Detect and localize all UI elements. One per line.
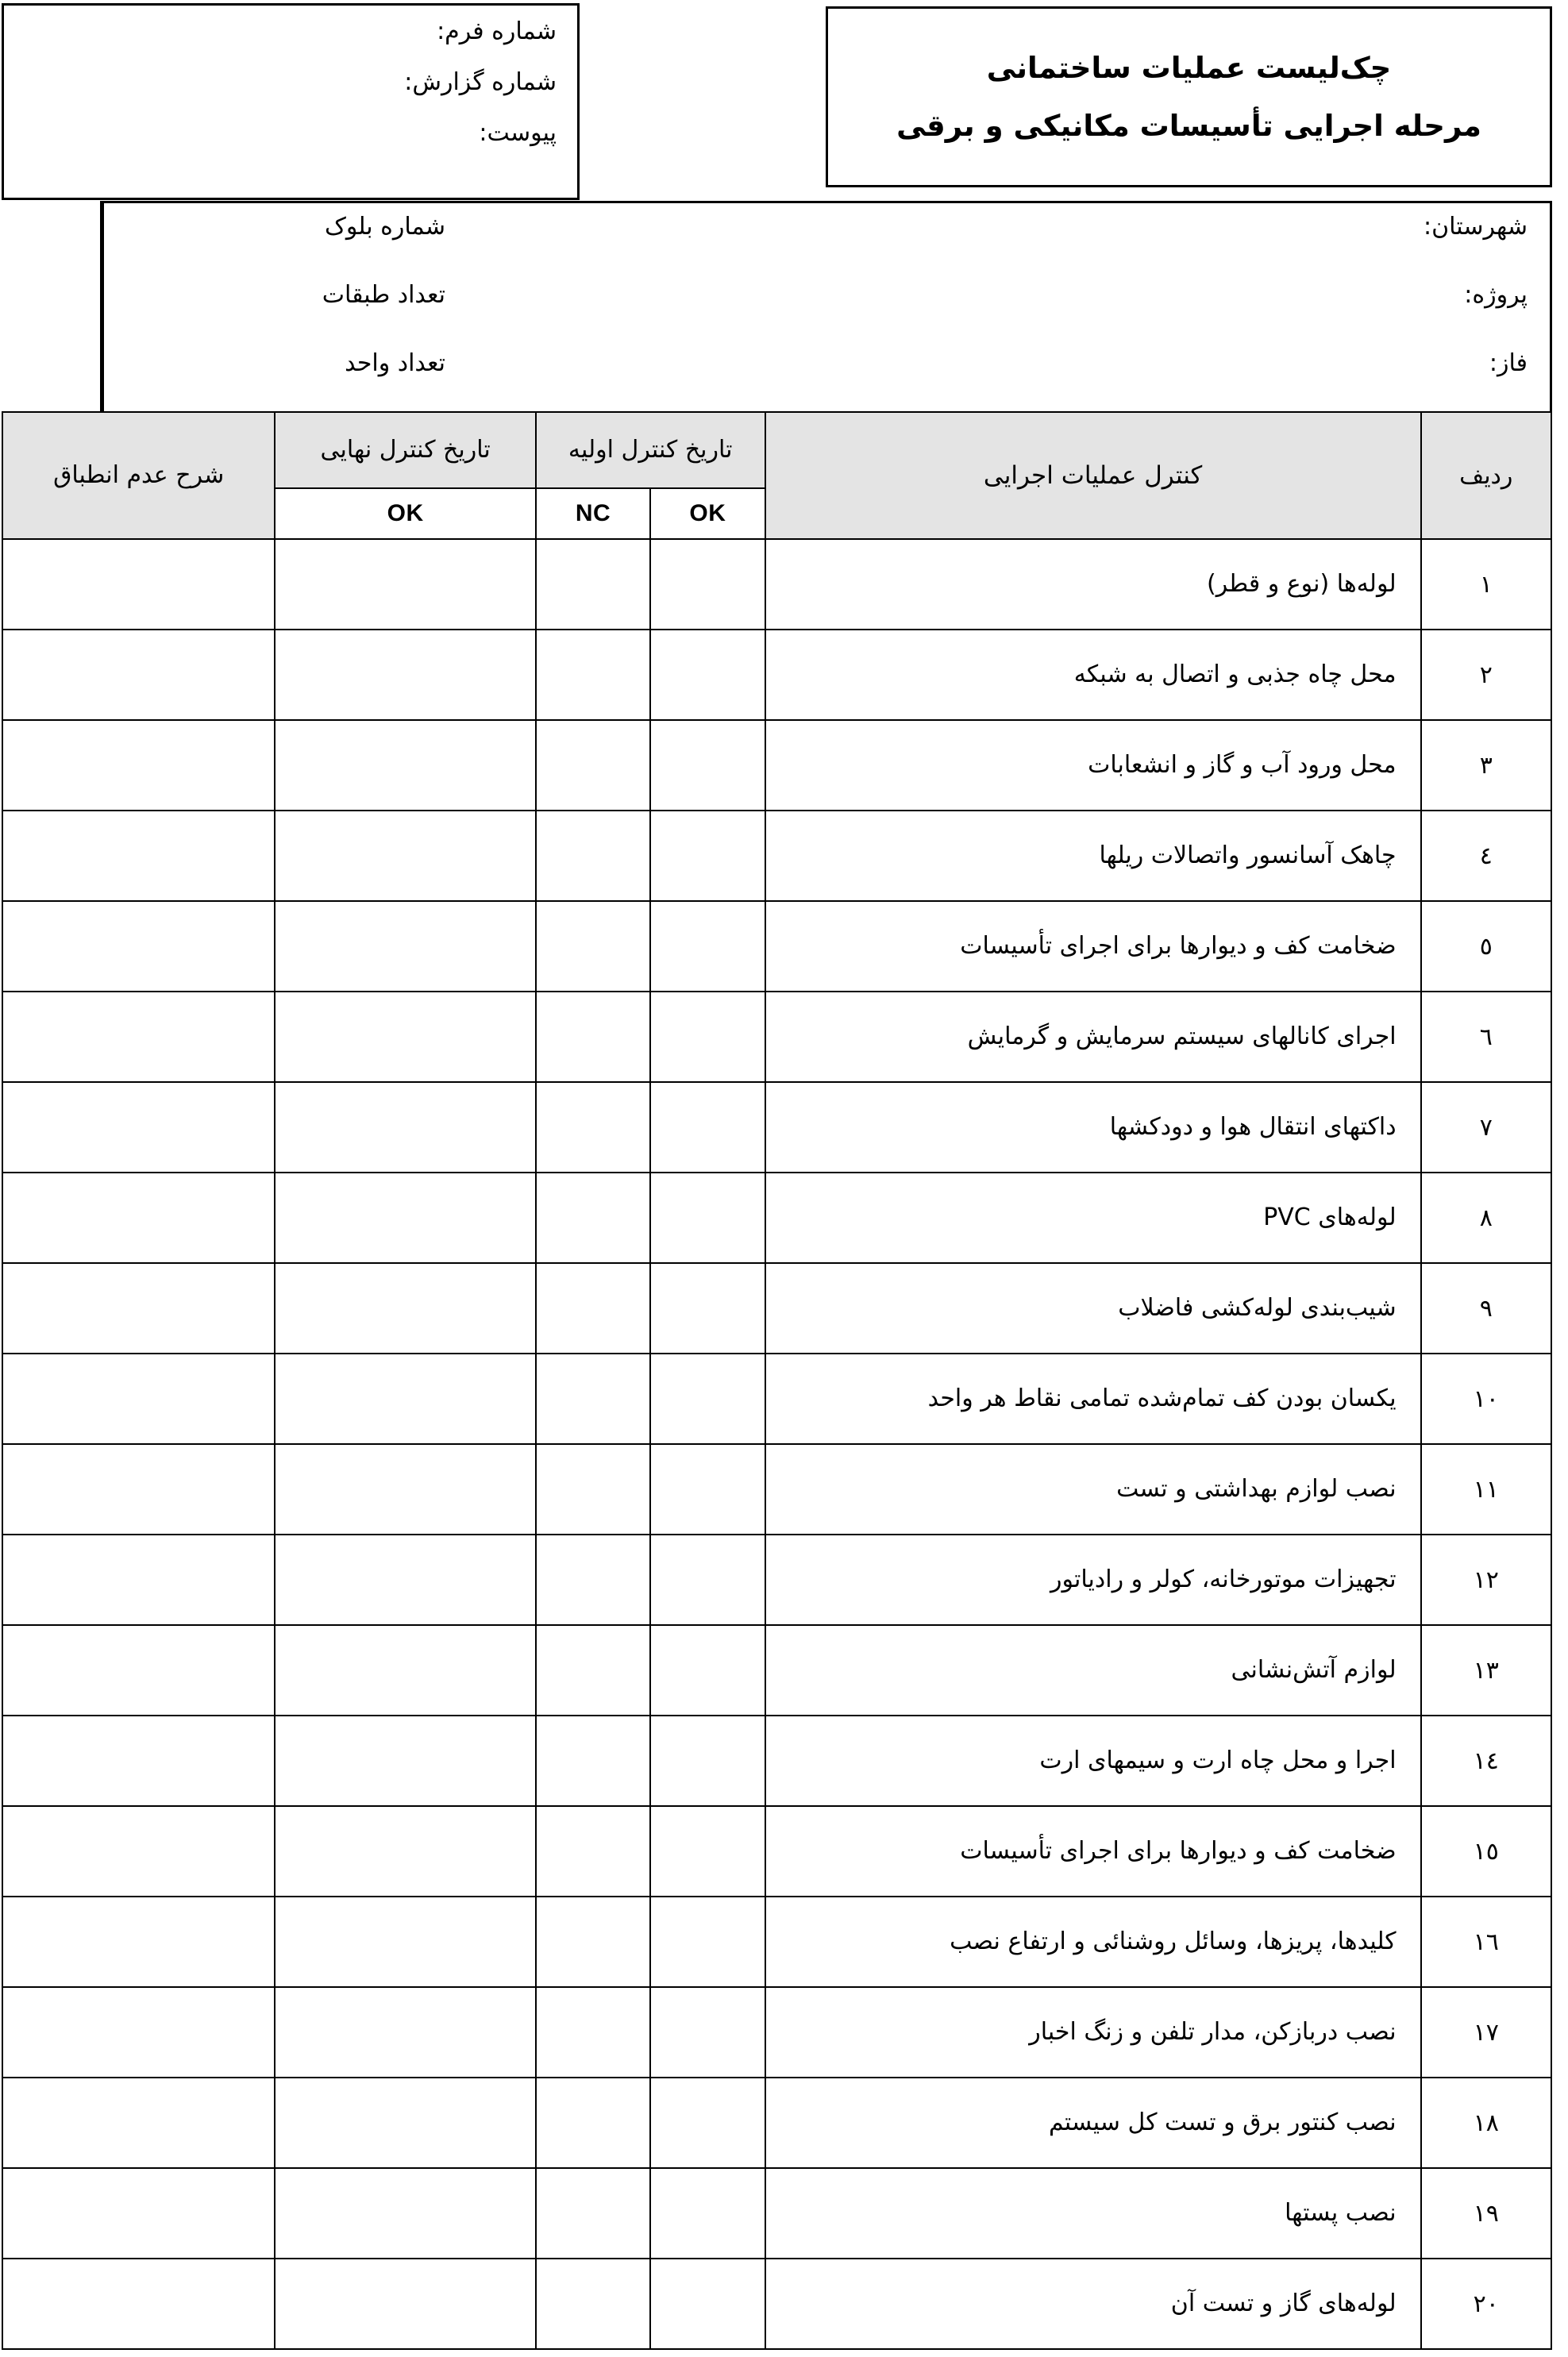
cell-ok-initial[interactable] [650, 811, 765, 901]
cell-control-item: تجهیزات موتورخانه، کولر و رادیاتور [765, 1535, 1421, 1625]
project-label: پروژه: [1464, 281, 1528, 309]
cell-row-number: ۷ [1421, 1082, 1551, 1173]
cell-description[interactable] [2, 2168, 275, 2259]
cell-description[interactable] [2, 2078, 275, 2168]
column-header-radif: ردیف [1421, 412, 1551, 539]
cell-description[interactable] [2, 811, 275, 901]
cell-ok-final[interactable] [275, 2078, 535, 2168]
cell-control-item: نصب پستها [765, 2168, 1421, 2259]
cell-description[interactable] [2, 901, 275, 992]
table-row [2, 1625, 1551, 1716]
cell-row-number: ۱٥ [1421, 1806, 1551, 1897]
cell-ok-initial[interactable] [650, 720, 765, 811]
cell-nc-initial[interactable] [536, 1535, 650, 1625]
cell-ok-initial[interactable] [650, 1625, 765, 1716]
table-header-row [2, 412, 1551, 488]
cell-row-number: ۹ [1421, 1263, 1551, 1354]
cell-control-item: نصب دربازکن، مدار تلفن و زنگ اخبار [765, 1987, 1421, 2078]
report-number-label: شماره گزارش: [404, 68, 557, 96]
block-number-label: شماره بلوک [325, 213, 445, 241]
cell-ok-final[interactable] [275, 1625, 535, 1716]
cell-control-item: ضخامت کف و دیوارها برای اجرای تأسیسات [765, 901, 1421, 992]
cell-row-number: ۲۰ [1421, 2259, 1551, 2349]
cell-description[interactable] [2, 1354, 275, 1444]
cell-row-number: ۱٤ [1421, 1716, 1551, 1806]
cell-ok-final[interactable] [275, 1897, 535, 1987]
cell-ok-initial[interactable] [650, 1716, 765, 1806]
cell-row-number: ۱٦ [1421, 1897, 1551, 1987]
cell-control-item: شیب‌بندی لوله‌کشی فاضلاب [765, 1263, 1421, 1354]
floor-count-label: تعداد طبقات [322, 281, 445, 309]
cell-control-item: نصب کنتور برق و تست کل سیستم [765, 2078, 1421, 2168]
cell-ok-initial[interactable] [650, 1806, 765, 1897]
cell-nc-initial[interactable] [536, 630, 650, 720]
cell-ok-final[interactable] [275, 992, 535, 1082]
header-connector-line [100, 201, 102, 414]
table-row [2, 1535, 1551, 1625]
cell-control-item: لوله‌ها (نوع و قطر) [765, 539, 1421, 630]
cell-ok-final[interactable] [275, 1535, 535, 1625]
cell-ok-final[interactable] [275, 811, 535, 901]
cell-row-number: ۱۹ [1421, 2168, 1551, 2259]
cell-description[interactable] [2, 1716, 275, 1806]
table-row [2, 992, 1551, 1082]
column-header-description: شرح عدم انطباق [2, 412, 275, 539]
cell-control-item: اجرای کانالهای سیستم سرمایش و گرمایش [765, 992, 1421, 1082]
cell-ok-initial[interactable] [650, 2259, 765, 2349]
cell-nc-initial[interactable] [536, 1263, 650, 1354]
table-row [2, 1716, 1551, 1806]
subcolumn-header-ok-final: OK [275, 488, 535, 539]
cell-control-item: لوله‌های گاز و تست آن [765, 2259, 1421, 2349]
cell-ok-final[interactable] [275, 630, 535, 720]
cell-ok-final[interactable] [275, 2168, 535, 2259]
cell-control-item: لوازم آتش‌نشانی [765, 1625, 1421, 1716]
cell-ok-initial[interactable] [650, 2078, 765, 2168]
document-title-line-2: مرحله اجرایی تأسیسات مکانیکی و برقی [896, 109, 1481, 143]
project-info-row-city [104, 203, 1550, 272]
table-row [2, 1897, 1551, 1987]
cell-row-number: ۱۷ [1421, 1987, 1551, 2078]
cell-nc-initial[interactable] [536, 1082, 650, 1173]
cell-ok-initial[interactable] [650, 1444, 765, 1535]
cell-row-number: ۱ [1421, 539, 1551, 630]
form-number-label: شماره فرم: [437, 17, 557, 45]
phase-label: فاز: [1489, 349, 1528, 377]
subcolumn-header-nc-initial: NC [536, 488, 650, 539]
unit-count-label: تعداد واحد [345, 349, 445, 377]
document-title-box [826, 6, 1552, 187]
attachment-label: پیوست: [479, 119, 557, 147]
project-info-row-project [104, 272, 1550, 340]
cell-nc-initial[interactable] [536, 1897, 650, 1987]
column-header-date-initial: تاریخ کنترل اولیه [536, 412, 765, 488]
cell-nc-initial[interactable] [536, 1625, 650, 1716]
cell-ok-final[interactable] [275, 1082, 535, 1173]
cell-description[interactable] [2, 1806, 275, 1897]
cell-nc-initial[interactable] [536, 720, 650, 811]
document-header-section [0, 0, 1568, 413]
column-header-control: کنترل عملیات اجرایی [765, 412, 1421, 539]
table-row [2, 1806, 1551, 1897]
cell-control-item: اجرا و محل چاه ارت و سیمهای ارت [765, 1716, 1421, 1806]
checklist-table-head [2, 412, 1551, 539]
cell-nc-initial[interactable] [536, 2259, 650, 2349]
cell-control-item: نصب لوازم بهداشتی و تست [765, 1444, 1421, 1535]
cell-nc-initial[interactable] [536, 1806, 650, 1897]
cell-description[interactable] [2, 720, 275, 811]
cell-description[interactable] [2, 2259, 275, 2349]
cell-row-number: ۸ [1421, 1173, 1551, 1263]
table-row [2, 2078, 1551, 2168]
cell-control-item: ضخامت کف و دیوارها برای اجرای تأسیسات [765, 1806, 1421, 1897]
cell-ok-initial[interactable] [650, 1263, 765, 1354]
cell-control-item: محل ورود آب و گاز و انشعابات [765, 720, 1421, 811]
cell-description[interactable] [2, 630, 275, 720]
cell-control-item: یکسان بودن کف تمام‌شده تمامی نقاط هر واحد [765, 1354, 1421, 1444]
cell-ok-final[interactable] [275, 1806, 535, 1897]
cell-control-item: محل چاه جذبی و اتصال به شبکه [765, 630, 1421, 720]
cell-nc-initial[interactable] [536, 1444, 650, 1535]
cell-nc-initial[interactable] [536, 539, 650, 630]
table-row [2, 901, 1551, 992]
cell-ok-final[interactable] [275, 2259, 535, 2349]
cell-description[interactable] [2, 1263, 275, 1354]
cell-ok-final[interactable] [275, 1354, 535, 1444]
cell-row-number: ٦ [1421, 992, 1551, 1082]
cell-nc-initial[interactable] [536, 2078, 650, 2168]
cell-nc-initial[interactable] [536, 1354, 650, 1444]
cell-control-item: لوله‌های PVC [765, 1173, 1421, 1263]
cell-nc-initial[interactable] [536, 901, 650, 992]
cell-ok-final[interactable] [275, 1263, 535, 1354]
city-label: شهرستان: [1424, 213, 1528, 241]
cell-description[interactable] [2, 1082, 275, 1173]
cell-ok-final[interactable] [275, 539, 535, 630]
cell-description[interactable] [2, 539, 275, 630]
cell-description[interactable] [2, 1173, 275, 1263]
cell-ok-final[interactable] [275, 1716, 535, 1806]
table-row [2, 630, 1551, 720]
cell-ok-initial[interactable] [650, 1354, 765, 1444]
cell-row-number: ٤ [1421, 811, 1551, 901]
cell-row-number: ۱۳ [1421, 1625, 1551, 1716]
table-row [2, 1173, 1551, 1263]
cell-ok-initial[interactable] [650, 1987, 765, 2078]
cell-nc-initial[interactable] [536, 1716, 650, 1806]
document-title-line-1: چک‌لیست عملیات ساختمانی [986, 51, 1392, 85]
cell-ok-initial[interactable] [650, 1535, 765, 1625]
table-row [2, 1444, 1551, 1535]
project-info-row-phase [104, 340, 1550, 408]
table-row [2, 1082, 1551, 1173]
cell-ok-initial[interactable] [650, 1082, 765, 1173]
cell-row-number: ۱۸ [1421, 2078, 1551, 2168]
table-row [2, 1987, 1551, 2078]
cell-row-number: ۱۱ [1421, 1444, 1551, 1535]
form-metadata-box [2, 3, 580, 200]
column-header-date-final: تاریخ کنترل نهایی [275, 412, 535, 488]
cell-description[interactable] [2, 1444, 275, 1535]
cell-ok-final[interactable] [275, 1444, 535, 1535]
checklist-table-body [2, 539, 1551, 2349]
cell-nc-initial[interactable] [536, 2168, 650, 2259]
cell-nc-initial[interactable] [536, 1987, 650, 2078]
project-info-box [102, 201, 1552, 411]
cell-nc-initial[interactable] [536, 992, 650, 1082]
table-row [2, 539, 1551, 630]
cell-row-number: ۲ [1421, 630, 1551, 720]
cell-description[interactable] [2, 1625, 275, 1716]
cell-nc-initial[interactable] [536, 811, 650, 901]
table-row [2, 720, 1551, 811]
cell-description[interactable] [2, 1897, 275, 1987]
cell-description[interactable] [2, 992, 275, 1082]
cell-row-number: ۱۲ [1421, 1535, 1551, 1625]
cell-row-number: ۳ [1421, 720, 1551, 811]
table-row [2, 2168, 1551, 2259]
cell-row-number: ٥ [1421, 901, 1551, 992]
cell-ok-initial[interactable] [650, 630, 765, 720]
subcolumn-header-ok-initial: OK [650, 488, 765, 539]
table-row [2, 811, 1551, 901]
cell-row-number: ۱۰ [1421, 1354, 1551, 1444]
cell-ok-final[interactable] [275, 1173, 535, 1263]
cell-ok-initial[interactable] [650, 2168, 765, 2259]
cell-ok-initial[interactable] [650, 539, 765, 630]
table-row [2, 1354, 1551, 1444]
table-row [2, 2259, 1551, 2349]
cell-ok-initial[interactable] [650, 1173, 765, 1263]
cell-nc-initial[interactable] [536, 1173, 650, 1263]
table-row [2, 1263, 1551, 1354]
cell-control-item: داکتهای انتقال هوا و دودکشها [765, 1082, 1421, 1173]
cell-description[interactable] [2, 1987, 275, 2078]
cell-ok-initial[interactable] [650, 992, 765, 1082]
cell-ok-initial[interactable] [650, 1897, 765, 1987]
cell-ok-final[interactable] [275, 720, 535, 811]
cell-ok-final[interactable] [275, 901, 535, 992]
cell-control-item: چاهک آسانسور واتصالات ریلها [765, 811, 1421, 901]
cell-ok-final[interactable] [275, 1987, 535, 2078]
checklist-table [2, 411, 1552, 2350]
cell-control-item: کلیدها، پریزها، وسائل روشنائی و ارتفاع نصب [765, 1897, 1421, 1987]
cell-ok-initial[interactable] [650, 901, 765, 992]
cell-description[interactable] [2, 1535, 275, 1625]
